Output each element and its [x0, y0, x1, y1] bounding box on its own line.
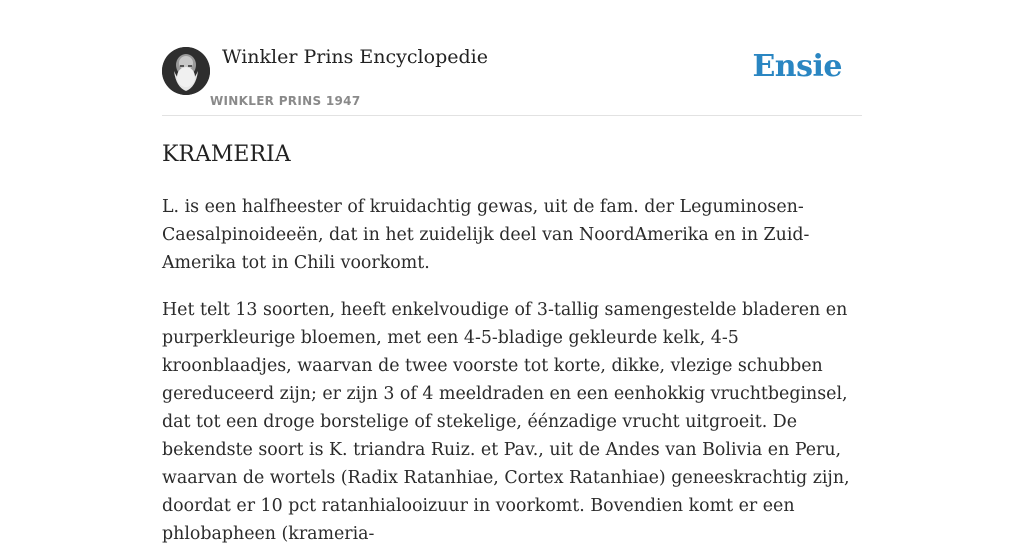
- entry-body: [162, 193, 862, 548]
- entry-paragraph: Het telt 13 soorten, heeft enkelvoudige of 3-tallig samengestelde bladeren en purperkleurige bloemen, met een 4-5-bladige gekleurde kelk, 4-5 kroonblaadjes, waarvan de twee voorste tot korte, dikke, vlezige schubben gereduceerd zijn; er zijn 3 of 4 meeldraden en een eenhokkig vruchtbeginsel, dat tot een droge borstelige of stekelige, éénzadige vrucht uitgroeit. De bekendste soort is K. triandra Ruiz. et Pav., uit de Andes van Bolivia en Peru, waarvan de wortels (Radix Ratanhiae, Cortex Ratanhiae) geneeskrachtig zijn, doordat er 10 pct ratanhialooizuur in voorkomt. Bovendien komt er een phlobapheen (krameria-: [162, 300, 850, 544]
- page-container: [162, 0, 862, 548]
- site-header: [162, 0, 862, 116]
- entry-title: KRAMERIA: [162, 142, 291, 167]
- site-subtitle: WINKLER PRINS 1947: [210, 94, 361, 108]
- portrait-avatar-image: [162, 47, 210, 95]
- brand-logo[interactable]: Ensie: [752, 49, 842, 84]
- portrait-icon[interactable]: [162, 47, 210, 95]
- entry-paragraph: L. is een halfheester of kruidachtig gewas, uit de fam. der Leguminosen-Caesalpinoideeën, dat in het zuidelijk deel van NoordAmerika en in Zuid-Amerika tot in Chili voorkomt.: [162, 197, 810, 273]
- site-title[interactable]: Winkler Prins Encyclopedie: [222, 46, 488, 68]
